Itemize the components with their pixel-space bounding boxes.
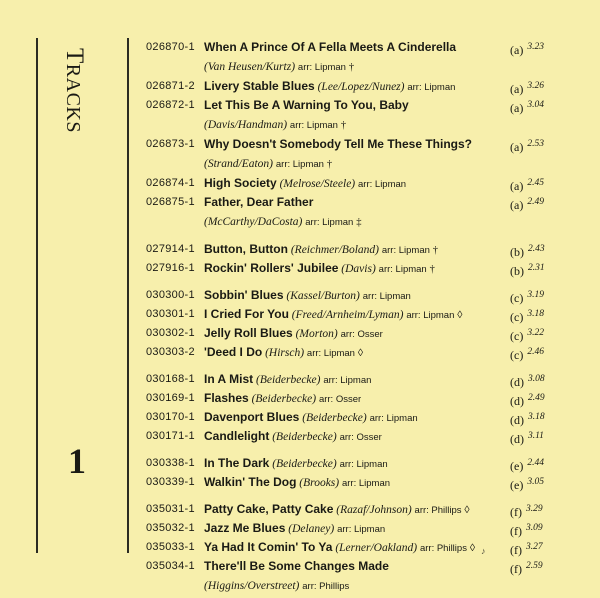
track-row [146, 408, 576, 427]
track-info [204, 557, 389, 577]
track-info [204, 305, 462, 325]
note-symbol: ‡ [356, 217, 362, 228]
arranger: arr: Lipman [306, 348, 355, 359]
track-info [204, 408, 418, 428]
note-symbol: ◊ [469, 543, 476, 554]
credit-row [146, 212, 576, 232]
track-info [204, 259, 435, 279]
track-title: High Society [204, 176, 277, 190]
matrix-number: 030338-1 [146, 457, 195, 469]
track-title: Livery Stable Blues [204, 79, 315, 93]
track-info [204, 115, 346, 135]
track-info [204, 286, 411, 306]
cd-letter-cell [510, 427, 544, 449]
duration: 3.18 [527, 309, 544, 319]
composer: (Van Heusen/Kurtz) [204, 61, 296, 73]
cd-letter: (d) [510, 394, 524, 408]
track-row [146, 538, 576, 557]
cd-letter: (d) [510, 432, 524, 446]
duration: 2.49 [528, 393, 545, 403]
track-title: Button, Button [204, 242, 288, 256]
arranger: arr: Phillips [419, 543, 467, 554]
arranger: arr: Lipman [275, 159, 324, 170]
duration: 3.05 [527, 477, 544, 487]
matrix-number: 027916-1 [146, 262, 195, 274]
arranger: arr: Lipman [358, 179, 407, 190]
arranger: arr: Lipman [305, 217, 354, 228]
duration: 2.49 [527, 197, 544, 207]
track-info [204, 174, 406, 194]
track-row [146, 193, 576, 212]
note-symbol: † [432, 245, 439, 256]
matrix-number: 030169-1 [146, 392, 195, 404]
arranger: arr: Lipman [378, 264, 427, 275]
cd-letter-cell [510, 212, 511, 234]
track-info [204, 38, 456, 58]
matrix-number: 030300-1 [146, 289, 195, 301]
matrix-number: 035031-1 [146, 503, 195, 515]
cd-letter: (b) [510, 245, 524, 259]
track-info [204, 343, 363, 363]
matrix-number: 027914-1 [146, 243, 195, 255]
matrix-number: 030168-1 [146, 373, 195, 385]
track-row [146, 473, 576, 492]
track-title: Ya Had It Comin' To Ya [204, 540, 333, 554]
duration: 3.19 [527, 290, 544, 300]
track-info [204, 240, 438, 260]
matrix-number: 035033-1 [146, 541, 195, 553]
track-row [146, 324, 576, 343]
track-list [146, 38, 576, 596]
track-info [204, 96, 409, 116]
cd-letter: (d) [510, 413, 524, 427]
composer: (Brooks) [299, 477, 340, 489]
cd-letter: (e) [510, 459, 524, 473]
track-row [146, 389, 576, 408]
cd-letter: (d) [510, 375, 524, 389]
track-row [146, 454, 576, 473]
arranger: arr: Lipman [297, 62, 346, 73]
track-title: There'll Be Some Changes Made [204, 559, 389, 573]
track-row [146, 519, 576, 538]
track-title: Flashes [204, 391, 249, 405]
track-row [146, 370, 576, 389]
track-title: Sobbin' Blues [204, 288, 284, 302]
arranger: arr: Lipman [362, 291, 411, 302]
track-title: 'Deed I Do [204, 345, 263, 359]
track-info [204, 57, 354, 77]
composer: (Lee/Lopez/Nunez) [317, 81, 405, 93]
matrix-number: 026870-1 [146, 41, 195, 53]
credit-row [146, 115, 576, 135]
track-info [204, 193, 313, 213]
track-row [146, 427, 576, 446]
arranger: arr: Phillips [414, 505, 462, 516]
cd-letter: (a) [510, 140, 524, 154]
track-row [146, 240, 576, 259]
duration: 3.09 [526, 523, 543, 533]
composer: (Kassel/Burton) [286, 290, 360, 302]
track-title: In A Mist [204, 372, 254, 386]
duration: 3.29 [526, 504, 543, 514]
note-symbol: ◊ [464, 505, 470, 516]
composer: (Delaney) [288, 523, 335, 535]
arranger: arr: Lipman [406, 310, 455, 321]
composer: (Hirsch) [265, 347, 305, 359]
page-mark: ♪ [481, 546, 486, 556]
composer: (Reichmer/Boland) [290, 244, 379, 256]
credit-row [146, 154, 576, 174]
arranger: arr: Osser [318, 394, 362, 405]
track-info [204, 135, 472, 155]
cd-letter: (f) [510, 505, 522, 519]
arranger: arr: Lipman [289, 120, 338, 131]
duration: 3.08 [528, 374, 545, 384]
track-info [204, 427, 382, 447]
cd-letter: (c) [510, 329, 524, 343]
track-info [204, 454, 388, 474]
note-symbol: ◊ [457, 310, 463, 321]
arranger: arr: Lipman [341, 478, 391, 489]
track-title: Why Doesn't Somebody Tell Me These Things? [204, 137, 472, 151]
track-info [204, 500, 470, 520]
track-title: Father, Dear Father [204, 195, 314, 209]
note-symbol: ◊ [357, 348, 364, 359]
arranger: arr: Lipman [337, 524, 386, 535]
duration: 3.11 [528, 431, 544, 441]
cd-letter: (e) [510, 478, 524, 492]
duration: 3.22 [527, 328, 544, 338]
arranger: arr: Phillips [302, 581, 350, 592]
cd-letter-cell [510, 343, 544, 365]
arranger: arr: Lipman [323, 375, 372, 386]
cd-letter: (f) [510, 562, 522, 576]
track-info [204, 576, 349, 596]
matrix-number: 030302-1 [146, 327, 195, 339]
track-info [204, 370, 371, 390]
arranger: arr: Osser [339, 432, 382, 443]
duration: 2.59 [526, 561, 543, 571]
cd-letter-cell [510, 259, 545, 281]
disc-number: 1 [68, 441, 86, 481]
track-title: Rockin' Rollers' Jubilee [204, 261, 339, 275]
track-title: When A Prince Of A Fella Meets A Cinderella [204, 40, 457, 54]
composer: (Beiderbecke) [272, 431, 337, 443]
track-title: I Cried For You [204, 307, 289, 321]
duration: 2.45 [527, 178, 544, 188]
matrix-number: 030301-1 [146, 308, 195, 320]
track-info [204, 519, 385, 539]
track-row [146, 557, 576, 576]
composer: (Davis/Handman) [204, 119, 288, 131]
section-heading [60, 48, 88, 133]
track-info [204, 154, 332, 174]
matrix-number: 035032-1 [146, 522, 195, 534]
cd-letter: (a) [510, 198, 524, 212]
cd-letter-cell [510, 115, 511, 137]
track-title: In The Dark [204, 456, 270, 470]
matrix-number: 026874-1 [146, 177, 195, 189]
note-symbol: † [340, 120, 347, 131]
composer: (Beiderbecke) [255, 374, 321, 386]
duration: 3.27 [526, 542, 543, 552]
matrix-number: 026871-2 [146, 80, 195, 92]
arranger: arr: Osser [340, 329, 383, 340]
duration: 2.43 [528, 244, 545, 254]
cd-letter-cell [510, 473, 544, 495]
matrix-number: 030170-1 [146, 411, 195, 423]
cd-letter: (a) [510, 179, 524, 193]
composer: (Beiderbecke) [302, 412, 367, 424]
matrix-number: 026875-1 [146, 196, 195, 208]
composer: (Razaf/Johnson) [336, 504, 412, 516]
cd-letter: (c) [510, 291, 524, 305]
cd-letter-cell [510, 154, 511, 176]
track-title: Jazz Me Blues [204, 521, 286, 535]
heading-rest: RACKS [62, 63, 84, 133]
duration: 3.26 [527, 81, 544, 91]
composer: (Lerner/Oakland) [335, 542, 418, 554]
composer: (Higgins/Overstreet) [204, 580, 300, 592]
note-symbol: † [429, 264, 435, 275]
track-info [204, 324, 383, 344]
matrix-number: 026872-1 [146, 99, 195, 111]
cd-letter-cell [510, 57, 511, 79]
matrix-number: 026873-1 [146, 138, 195, 150]
track-row [146, 286, 576, 305]
cd-letter: (f) [510, 524, 522, 538]
duration: 3.04 [527, 100, 544, 110]
track-info [204, 538, 475, 558]
track-info [204, 473, 390, 493]
track-row [146, 305, 576, 324]
arranger: arr: Lipman [407, 82, 456, 93]
track-row [146, 343, 576, 362]
arranger: arr: Lipman [381, 245, 430, 256]
credit-row [146, 576, 576, 596]
cd-letter: (a) [510, 101, 524, 115]
composer: (Morton) [295, 328, 338, 340]
matrix-number: 030339-1 [146, 476, 195, 488]
track-title: Jelly Roll Blues [204, 326, 293, 340]
duration: 2.31 [528, 263, 545, 273]
track-info [204, 77, 455, 97]
track-row [146, 500, 576, 519]
cd-letter: (c) [510, 348, 524, 362]
composer: (Strand/Eaton) [204, 158, 273, 170]
track-info [204, 212, 361, 232]
matrix-number: 035034-1 [146, 560, 195, 572]
cd-letter: (a) [510, 82, 524, 96]
cd-letter: (a) [510, 43, 524, 57]
composer: (Freed/Arnheim/Lyman) [291, 309, 404, 321]
track-row [146, 259, 576, 278]
track-title: Walkin' The Dog [204, 475, 297, 489]
cd-letter: (b) [510, 264, 524, 278]
composer: (Beiderbecke) [251, 393, 317, 405]
duration: 3.18 [528, 412, 545, 422]
track-title: Let This Be A Warning To You, Baby [204, 98, 409, 112]
heading-initial: T [61, 48, 88, 64]
duration: 2.46 [527, 347, 544, 357]
arranger: arr: Lipman [369, 413, 418, 424]
track-row [146, 38, 576, 57]
cd-letter-cell [510, 576, 511, 598]
composer: (Beiderbecke) [272, 458, 337, 470]
credit-row [146, 57, 576, 77]
note-symbol: † [326, 159, 333, 170]
track-info [204, 389, 361, 409]
cd-letter: (f) [510, 543, 522, 557]
track-row [146, 96, 576, 115]
track-title: Davenport Blues [204, 410, 300, 424]
arranger: arr: Lipman [339, 459, 388, 470]
duration: 3.23 [527, 42, 544, 52]
track-row [146, 174, 576, 193]
duration: 2.53 [527, 139, 544, 149]
track-row [146, 77, 576, 96]
matrix-number: 030303-2 [146, 346, 195, 358]
track-title: Candlelight [204, 429, 270, 443]
composer: (McCarthy/DaCosta) [204, 216, 303, 228]
track-row [146, 135, 576, 154]
composer: (Davis) [341, 263, 376, 275]
cd-letter: (c) [510, 310, 524, 324]
note-symbol: † [348, 62, 355, 73]
track-title: Patty Cake, Patty Cake [204, 502, 334, 516]
composer: (Melrose/Steele) [279, 178, 356, 190]
duration: 2.44 [527, 458, 544, 468]
matrix-number: 030171-1 [146, 430, 195, 442]
